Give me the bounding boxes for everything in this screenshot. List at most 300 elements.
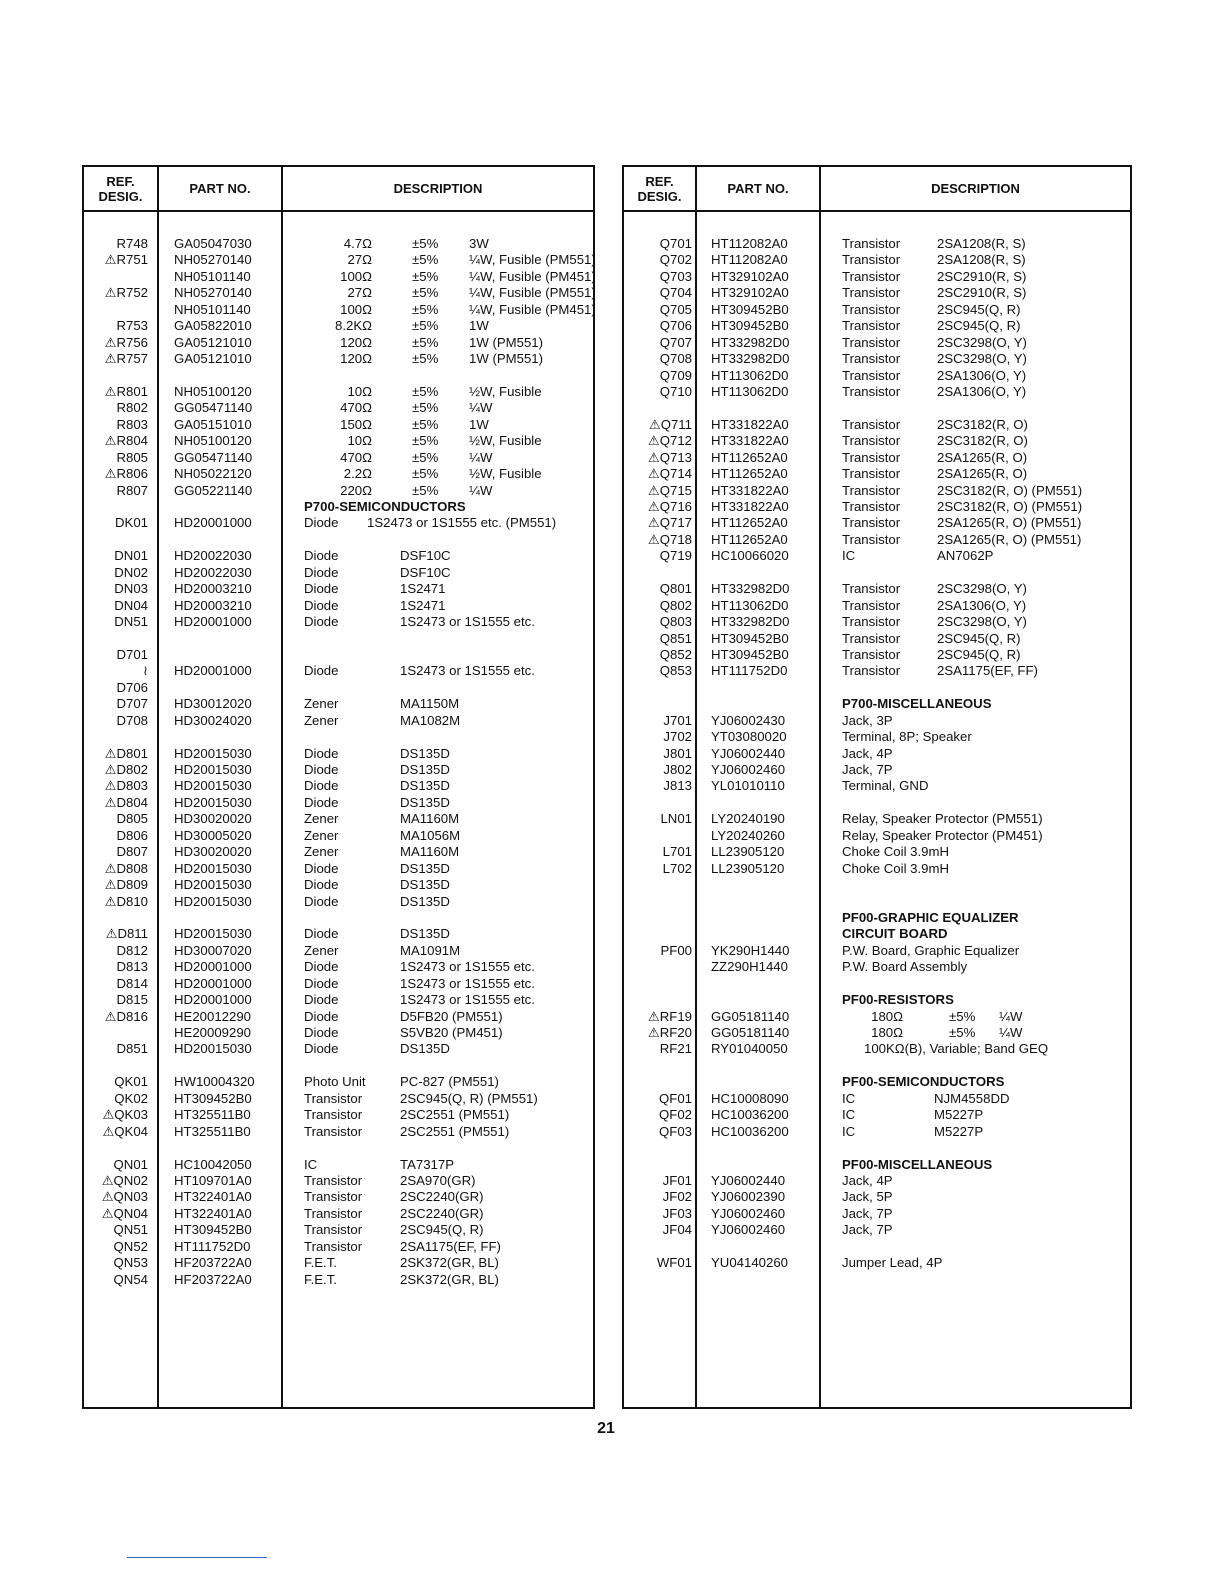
- table-row: [624, 433, 1130, 449]
- ref-desig: ⚠RF20: [647, 1025, 692, 1040]
- table-row: [624, 532, 1130, 548]
- tolerance: ±5%: [949, 1025, 976, 1040]
- table-row: [84, 236, 593, 252]
- ref-desig: DN02: [114, 564, 148, 580]
- table-row: [624, 450, 1130, 466]
- table-row: [624, 1091, 1130, 1107]
- component-type: Transistor: [842, 466, 901, 482]
- component-model: DSF10C: [400, 564, 451, 580]
- component-type: Transistor: [842, 499, 901, 514]
- spec: ¼W: [469, 482, 493, 498]
- table-row: [84, 515, 593, 531]
- component-model: 2SC3298(O, Y): [937, 581, 1027, 597]
- ref-desig: R753: [116, 318, 148, 334]
- part-no: HT309452B0: [711, 301, 789, 317]
- component-type: Transistor: [842, 367, 901, 383]
- ref-desig: Q802: [659, 597, 692, 613]
- component-type: IC: [304, 1156, 318, 1172]
- part-no: LL23905120: [711, 844, 785, 860]
- component-type: Diode: [304, 1008, 339, 1024]
- component-model: MA1056M: [400, 827, 461, 843]
- component-type: IC: [842, 548, 856, 564]
- table-row: [624, 581, 1130, 597]
- ref-desig: ⚠D808: [104, 860, 148, 876]
- component-type: Zener: [304, 712, 339, 728]
- component-type: Transistor: [842, 351, 901, 367]
- table-row: [624, 894, 1130, 910]
- part-no: HT309452B0: [711, 646, 789, 662]
- part-no: HT332982D0: [711, 614, 790, 630]
- ref-desig: ⚠D811: [105, 926, 148, 942]
- table-row: [624, 631, 1130, 647]
- part-no: HT329102A0: [711, 268, 789, 284]
- table-row: [624, 318, 1130, 334]
- part-no: HD20001000: [174, 614, 252, 630]
- ref-desig: ⚠Q717: [647, 515, 692, 531]
- ref-desig: ⚠R806: [104, 466, 148, 482]
- table-row: [84, 894, 593, 910]
- part-no: HD30005020: [174, 827, 252, 843]
- part-no: YJ06002440: [711, 1172, 786, 1188]
- part-no: HT112652A0: [711, 466, 788, 482]
- component-model: DS135D: [400, 860, 450, 876]
- description: Relay, Speaker Protector (PM451): [842, 827, 1043, 843]
- part-no: YJ06002390: [711, 1189, 786, 1205]
- table-row: [84, 959, 593, 975]
- ref-desig: Q853: [659, 663, 692, 679]
- component-model: 2SC3182(R, O): [937, 433, 1028, 449]
- section-header: P700-SEMICONDUCTORS: [304, 499, 466, 514]
- table-row: [84, 598, 593, 614]
- table-row: [624, 285, 1130, 301]
- table-row: [624, 565, 1130, 581]
- table-row: [624, 236, 1130, 252]
- component-type: Transistor: [304, 1222, 363, 1238]
- ref-desig: WF01: [656, 1255, 692, 1271]
- section-header: PF00-SEMICONDUCTORS: [842, 1074, 1005, 1090]
- description: Terminal, GND: [842, 778, 929, 794]
- table-row: [624, 417, 1130, 433]
- spec: 1W (PM551): [469, 351, 544, 367]
- component-type: Transistor: [304, 1172, 363, 1188]
- component-type: Diode: [304, 1025, 339, 1040]
- component-model: 2SC2240(GR): [400, 1205, 484, 1221]
- description: Jumper Lead, 4P: [842, 1255, 943, 1271]
- tolerance: ±5%: [412, 416, 439, 432]
- ref-desig: D812: [116, 942, 148, 958]
- ref-desig: Q852: [659, 646, 692, 662]
- table-row: [84, 581, 593, 597]
- part-no: NH05270140: [174, 252, 252, 268]
- part-no: GA05121010: [174, 351, 252, 367]
- part-no: HD20001000: [174, 959, 252, 975]
- spec: ¼W, Fusible (PM451): [469, 301, 596, 317]
- table-row: [84, 844, 593, 860]
- part-no: HT112652A0: [711, 531, 788, 547]
- table-row: [84, 368, 593, 384]
- ref-desig-header: REF. DESIG.: [637, 173, 682, 204]
- table-row: [624, 302, 1130, 318]
- tolerance: ±5%: [412, 334, 439, 350]
- part-no: LY20240260: [711, 827, 785, 843]
- ref-desig: ≀: [143, 663, 148, 679]
- table-row: [84, 976, 593, 992]
- table-row: [624, 1025, 1130, 1041]
- part-no: HC10036200: [711, 1123, 789, 1139]
- ref-desig: J813: [663, 778, 692, 794]
- component-model: MA1160M: [400, 811, 460, 827]
- ref-desig: R805: [116, 449, 148, 465]
- part-no: HT331822A0: [711, 433, 789, 449]
- ref-desig: DN03: [114, 581, 148, 597]
- part-no: HT113062D0: [711, 383, 789, 399]
- description: Relay, Speaker Protector (PM551): [842, 811, 1043, 827]
- table-row: [84, 926, 593, 942]
- tolerance: ±5%: [412, 482, 439, 498]
- parts-table-left: [82, 165, 595, 1409]
- table-row: [84, 1025, 593, 1041]
- tolerance: ±5%: [412, 449, 439, 465]
- part-no: HD20001000: [174, 992, 252, 1008]
- spec: 1W: [469, 318, 489, 334]
- part-no-header: PART NO.: [727, 181, 789, 196]
- value: 100Ω: [340, 268, 372, 284]
- part-no: GG05471140: [174, 400, 253, 416]
- component-model: DS135D: [400, 745, 450, 761]
- table-row: [624, 1255, 1130, 1271]
- tolerance: ±5%: [412, 433, 439, 449]
- table-row: [624, 811, 1130, 827]
- component-model: 2SC2551 (PM551): [400, 1123, 510, 1139]
- part-no: HE20009290: [174, 1025, 251, 1040]
- table-row: [624, 663, 1130, 679]
- component-model: 2SA1265(R, O) (PM551): [937, 515, 1082, 531]
- table-row: [624, 598, 1130, 614]
- table-row: [624, 1239, 1130, 1255]
- ref-desig: Q709: [659, 367, 692, 383]
- description: Jack, 7P: [842, 762, 893, 777]
- table-row: [624, 483, 1130, 499]
- table-row: [84, 1222, 593, 1238]
- component-model: 2SA1175(EF, FF): [400, 1238, 501, 1254]
- component-model: 2SA1208(R, S): [937, 252, 1026, 268]
- ref-desig: ⚠Q716: [647, 499, 692, 514]
- component-type: IC: [842, 1107, 856, 1123]
- component-type: Zener: [304, 696, 339, 712]
- component-model: 2SA1306(O, Y): [937, 597, 1027, 613]
- component-model: 1S2473 or 1S1555 etc.: [400, 959, 535, 975]
- table-row: [84, 1140, 593, 1156]
- ref-desig: ⚠QK04: [102, 1123, 148, 1139]
- spec: ¼W: [999, 1025, 1023, 1040]
- component-model: DS135D: [400, 1041, 450, 1057]
- table-row: [624, 499, 1130, 515]
- table-row: [84, 1206, 593, 1222]
- ref-desig: L701: [662, 844, 692, 860]
- part-no: YJ06002460: [711, 1222, 786, 1238]
- value: 120Ω: [340, 334, 372, 350]
- ref-desig: ⚠R757: [104, 351, 148, 367]
- table-row: [624, 368, 1130, 384]
- ref-desig: ⚠QN04: [101, 1205, 148, 1221]
- component-type: Diode: [304, 745, 339, 761]
- ref-desig: QK02: [114, 1090, 148, 1106]
- part-no: LL23905120: [711, 860, 785, 876]
- component-type: Diode: [304, 581, 339, 597]
- ref-desig: ⚠R756: [104, 334, 148, 350]
- component-type: Transistor: [842, 252, 901, 268]
- part-no: GG05221140: [174, 482, 253, 498]
- ref-desig: J701: [663, 712, 692, 728]
- table-row: [84, 795, 593, 811]
- table-row: [84, 1009, 593, 1025]
- table-row: [624, 992, 1130, 1008]
- component-model: 2SC2551 (PM551): [400, 1107, 510, 1123]
- table-row: [84, 713, 593, 729]
- part-no: HE20012290: [174, 1008, 251, 1024]
- part-no: HD30007020: [174, 942, 252, 958]
- component-type: Diode: [304, 597, 339, 613]
- ref-desig: Q851: [659, 630, 692, 646]
- table-row: [84, 1074, 593, 1090]
- table-row: [624, 926, 1130, 942]
- ref-desig: Q710: [659, 383, 692, 399]
- part-no: YK290H1440: [711, 942, 790, 958]
- part-no: HD30020020: [174, 811, 252, 827]
- ref-desig: LN01: [660, 811, 692, 827]
- table-row: [84, 877, 593, 893]
- component-type: Transistor: [842, 416, 901, 432]
- ref-desig: ⚠D816: [104, 1008, 148, 1024]
- part-no: YJ06002430: [711, 712, 786, 728]
- component-model: MA1160M: [400, 844, 460, 860]
- component-type: Transistor: [842, 581, 901, 597]
- ref-desig: RF21: [659, 1041, 692, 1057]
- component-type: Diode: [304, 860, 339, 876]
- spec: 3W: [469, 236, 489, 251]
- component-model: 2SA1265(R, O) (PM551): [937, 531, 1082, 547]
- ref-desig: QN53: [113, 1255, 148, 1271]
- ref-desig: D706: [116, 679, 148, 695]
- component-type: Transistor: [304, 1090, 363, 1106]
- part-no: HD20015030: [174, 926, 252, 942]
- table-row: [624, 515, 1130, 531]
- component-type: Transistor: [842, 646, 901, 662]
- part-no: NH05100120: [174, 383, 252, 399]
- component-type: Diode: [304, 877, 339, 893]
- part-no: HD20001000: [174, 663, 252, 679]
- table-header: [624, 167, 1130, 212]
- table-row: [84, 861, 593, 877]
- ref-desig: R802: [116, 400, 148, 416]
- component-model: DS135D: [400, 778, 450, 794]
- component-model: 1S2473 or 1S1555 etc. (PM551): [367, 515, 557, 531]
- part-no: HT322401A0: [174, 1189, 252, 1205]
- component-type: Transistor: [842, 285, 901, 301]
- part-no: NH05101140: [174, 268, 251, 284]
- table-row: [84, 466, 593, 482]
- part-no: HT331822A0: [711, 416, 789, 432]
- component-type: Transistor: [842, 482, 901, 498]
- part-no: HT332982D0: [711, 334, 790, 350]
- component-type: F.E.T.: [304, 1271, 337, 1287]
- table-row: [84, 992, 593, 1008]
- tolerance: ±5%: [412, 466, 439, 482]
- spec: ¼W, Fusible (PM451): [469, 268, 596, 284]
- table-row: [624, 828, 1130, 844]
- table-row: [84, 778, 593, 794]
- part-no: HD20015030: [174, 794, 252, 810]
- ref-desig: QK01: [114, 1074, 148, 1090]
- part-no: NH05022120: [174, 466, 252, 482]
- component-model: 1S2473 or 1S1555 etc.: [400, 992, 535, 1008]
- table-row: [624, 795, 1130, 811]
- ref-desig: QF03: [659, 1123, 692, 1139]
- component-model: 2SA1175(EF, FF): [937, 663, 1038, 679]
- part-no: HD20015030: [174, 860, 252, 876]
- parts-table-right: [622, 165, 1132, 1409]
- component-type: Transistor: [842, 301, 901, 317]
- table-row: [84, 1173, 593, 1189]
- part-no: HT325511B0: [174, 1123, 251, 1139]
- value: 27Ω: [347, 285, 372, 301]
- table-row: [84, 483, 593, 499]
- description: P.W. Board Assembly: [842, 959, 968, 975]
- part-no: LY20240190: [711, 811, 785, 827]
- tolerance: ±5%: [412, 285, 439, 301]
- spec: 1W (PM551): [469, 334, 544, 350]
- ref-desig: ⚠R752: [104, 285, 148, 301]
- table-row: [624, 877, 1130, 893]
- ref-desig: D708: [116, 712, 148, 728]
- description: Choke Coil 3.9mH: [842, 844, 950, 860]
- ref-desig: D814: [116, 975, 148, 991]
- ref-desig: ⚠Q714: [647, 466, 692, 482]
- table-row: [624, 614, 1130, 630]
- component-model: DSF10C: [400, 548, 451, 564]
- table-row: [84, 268, 596, 285]
- component-type: Diode: [304, 959, 339, 975]
- part-no: HT113062D0: [711, 367, 789, 383]
- table-row: [84, 252, 596, 268]
- table-row: [84, 1041, 593, 1057]
- part-no: RY01040050: [711, 1041, 788, 1057]
- ref-desig: QN52: [113, 1238, 148, 1254]
- value: 470Ω: [340, 449, 372, 465]
- ref-desig: DN04: [114, 597, 148, 613]
- spec: ¼W: [469, 449, 493, 465]
- tolerance: ±5%: [412, 400, 439, 416]
- table-row: [624, 1189, 1130, 1205]
- value: 27Ω: [347, 252, 372, 268]
- tolerance: ±5%: [412, 351, 439, 367]
- value: 2.2Ω: [343, 466, 372, 482]
- tolerance: ±5%: [412, 301, 439, 317]
- component-type: Transistor: [842, 334, 901, 350]
- component-type: Transistor: [842, 318, 901, 334]
- ref-desig: D806: [116, 827, 148, 843]
- ref-desig: J702: [663, 729, 692, 745]
- part-no: YT03080020: [711, 729, 787, 745]
- page-number: 21: [597, 1420, 615, 1437]
- table-row: [624, 1140, 1130, 1156]
- component-model: 1S2471: [400, 597, 446, 613]
- ref-desig: DK01: [115, 515, 148, 531]
- component-model: PC-827 (PM551): [400, 1074, 499, 1090]
- part-no: HD20015030: [174, 893, 252, 909]
- part-no: HF203722A0: [174, 1271, 252, 1287]
- description: Jack, 7P: [842, 1205, 893, 1221]
- table-row: [624, 959, 1130, 975]
- component-type: Transistor: [304, 1189, 363, 1205]
- table-row: [624, 1074, 1130, 1090]
- ref-desig: L702: [662, 860, 692, 876]
- component-model: 2SC945(Q, R): [937, 630, 1021, 646]
- table-row: [84, 301, 596, 318]
- description-header: DESCRIPTION: [931, 181, 1020, 196]
- table-row: [624, 1206, 1130, 1222]
- value: 10Ω: [347, 383, 372, 399]
- part-no: HT332982D0: [711, 581, 790, 597]
- table-row: [624, 713, 1130, 729]
- ref-desig: ⚠D804: [104, 794, 148, 810]
- ref-desig: QN01: [113, 1156, 148, 1172]
- part-no: HC10036200: [711, 1107, 789, 1123]
- description: Jack, 5P: [842, 1189, 893, 1205]
- ref-desig: ⚠D803: [104, 778, 148, 794]
- ref-desig: ⚠Q712: [647, 433, 692, 449]
- spec: ½W, Fusible: [469, 466, 542, 482]
- table-row: [84, 729, 593, 745]
- component-type: Diode: [304, 794, 339, 810]
- tolerance: ±5%: [412, 236, 439, 251]
- ref-desig: ⚠R804: [104, 433, 148, 449]
- part-no: HD20015030: [174, 762, 252, 777]
- component-model: DS135D: [400, 762, 450, 777]
- component-model: 1S2473 or 1S1555 etc.: [400, 614, 535, 630]
- component-model: NJM4558DD: [934, 1090, 1010, 1106]
- component-model: MA1150M: [400, 696, 460, 712]
- ref-desig: D815: [116, 992, 148, 1008]
- component-model: 2SC945(Q, R) (PM551): [400, 1090, 538, 1106]
- component-model: 2SA1265(R, O): [937, 466, 1028, 482]
- component-type: Zener: [304, 844, 339, 860]
- part-no: HT113062D0: [711, 597, 789, 613]
- ref-desig: QF01: [659, 1090, 692, 1106]
- ref-desig: ⚠Q718: [647, 531, 692, 547]
- component-model: S5VB20 (PM451): [400, 1025, 503, 1040]
- description: Jack, 3P: [842, 712, 893, 728]
- table-row: [624, 1222, 1130, 1238]
- component-type: Diode: [304, 564, 339, 580]
- ref-desig: Q704: [659, 285, 692, 301]
- part-no: YJ06002460: [711, 1205, 786, 1221]
- component-type: Transistor: [842, 433, 901, 449]
- part-no: HT111752D0: [711, 663, 788, 679]
- section-header: PF00-GRAPHIC EQUALIZER: [842, 909, 1019, 925]
- component-type: Diode: [304, 762, 339, 777]
- component-type: Diode: [304, 992, 339, 1008]
- ref-desig: DN51: [114, 614, 148, 630]
- ref-desig: Q801: [659, 581, 692, 597]
- component-type: IC: [842, 1090, 856, 1106]
- table-row: [84, 351, 593, 367]
- part-no: HD20003210: [174, 597, 252, 613]
- component-type: Transistor: [842, 614, 901, 630]
- part-no: GG05181140: [711, 1008, 790, 1024]
- table-row: [84, 384, 593, 400]
- part-no: YJ06002460: [711, 762, 786, 777]
